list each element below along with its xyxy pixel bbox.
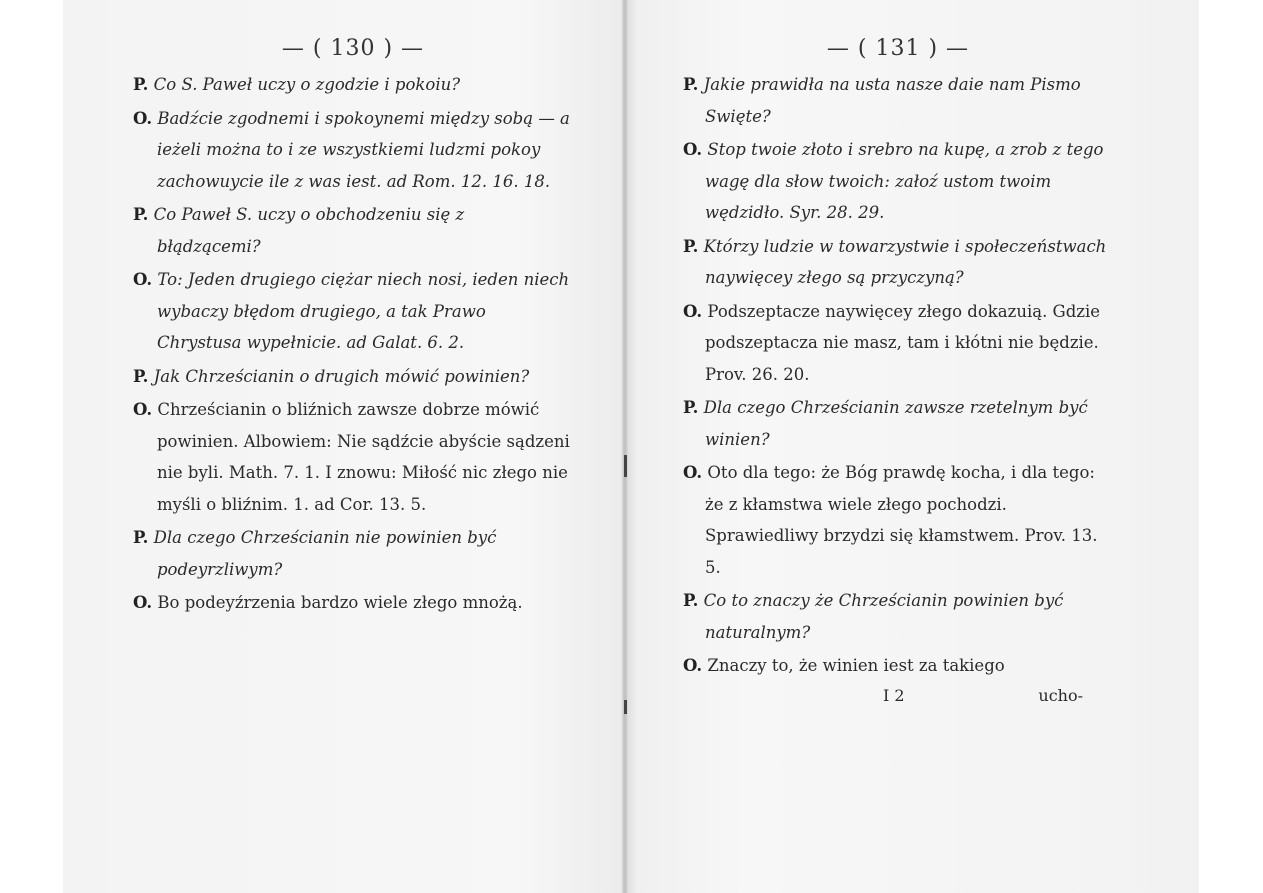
- entry-text: Co Paweł S. uczy o obchodzeniu się z błądzącemi?: [153, 205, 465, 256]
- catchword: ucho-: [1038, 685, 1083, 705]
- page-number: — ( 131 ) —: [826, 36, 970, 61]
- entry-label: P.: [683, 236, 699, 256]
- entry-text: To: Jeden drugiego ciężar niech nosi, ieden niech wybaczy błędom drugiego, a tak Prawo Chrystusa wypełnicie. ad Galat. 6. 2.: [157, 270, 570, 352]
- book-spread: [63, 0, 1199, 893]
- entries-list: [133, 69, 573, 619]
- entry-text: Dla czego Chrześcianin zawsze rzetelnym być winien?: [703, 398, 1088, 449]
- answer-entry: [683, 650, 1113, 682]
- entry-label: O.: [133, 593, 153, 612]
- entry-label: O.: [683, 301, 703, 321]
- question-entry: [133, 199, 573, 262]
- left-page: [133, 30, 573, 621]
- signature-mark: I 2: [883, 685, 905, 705]
- question-entry: [683, 69, 1113, 132]
- answer-entry: [133, 264, 573, 359]
- entry-text: Bo podeyźrzenia bardzo wiele złego mnożą.: [157, 593, 523, 612]
- answer-entry: [133, 587, 573, 619]
- entry-text: Jak Chrześcianin o drugich mówić powinien?: [153, 366, 530, 386]
- book-spine: [622, 0, 628, 893]
- entry-label: P.: [133, 205, 149, 224]
- entry-text: Podszeptacze naywięcey złego dokazuią. Gdzie podszeptacza nie masz, tam i kłótni nie będzie. Prov. 26. 20.: [705, 301, 1101, 384]
- answer-entry: [683, 296, 1113, 391]
- entry-text: Co S. Paweł uczy o zgodzie i pokoiu?: [153, 75, 461, 94]
- entry-text: Co to znaczy że Chrześcianin powinien być naturalnym?: [703, 591, 1064, 642]
- page-number: — ( 130 ) —: [281, 36, 425, 61]
- entry-label: P.: [683, 398, 699, 417]
- answer-entry: [683, 134, 1113, 229]
- entry-text: Dla czego Chrześcianin nie powinien być podeyrzliwym?: [153, 528, 497, 579]
- page-footer: [683, 686, 1113, 705]
- spine-mark: [624, 455, 627, 477]
- answer-entry: [133, 394, 573, 520]
- entry-text: Znaczy to, że winien iest za takiego: [707, 656, 1005, 675]
- entry-label: O.: [133, 108, 153, 128]
- right-page: [683, 30, 1113, 705]
- entry-text: Oto dla tego: że Bóg prawdę kocha, i dla tego: że z kłamstwa wiele złego pochodzi. Sprawiedliwy brzydzi się kłamstwem. Prov. 13. 5.: [705, 463, 1098, 577]
- entry-label: P.: [133, 75, 149, 94]
- entry-text: Którzy ludzie w towarzystwie i społeczeństwach naywięcey złego są przyczyną?: [703, 236, 1107, 287]
- entry-label: O.: [133, 400, 153, 419]
- answer-entry: [683, 457, 1113, 583]
- entry-text: Jakie prawidła na usta nasze daie nam Pismo Swięte?: [703, 75, 1081, 126]
- entry-label: P.: [133, 528, 149, 547]
- entry-label: P.: [683, 591, 699, 610]
- question-entry: [133, 522, 573, 585]
- question-entry: [683, 585, 1113, 648]
- spine-mark: [624, 700, 627, 714]
- question-entry: [683, 392, 1113, 455]
- entry-label: O.: [683, 463, 703, 482]
- question-entry: [133, 69, 573, 101]
- entry-text: Stop twoie złoto i srebro na kupę, a zrob z tego wagę dla słow twoich: załoź ustom twoim wędzidło. Syr. 28. 29.: [705, 140, 1104, 222]
- entry-label: O.: [683, 656, 703, 675]
- entry-label: P.: [133, 366, 149, 386]
- entry-label: O.: [133, 270, 153, 289]
- entry-text: Chrześcianin o bliźnich zawsze dobrze mówić powinien. Albowiem: Nie sądźcie abyście sądzeni nie byli. Math. 7. 1. I znowu: Miłość nic złego nie myśli o bliźnim. 1. ad Cor. 13. 5.: [157, 400, 570, 514]
- entries-list: [683, 69, 1113, 682]
- question-entry: [683, 231, 1113, 294]
- question-entry: [133, 361, 573, 393]
- entry-label: O.: [683, 140, 703, 159]
- answer-entry: [133, 103, 573, 198]
- entry-label: P.: [683, 75, 699, 94]
- entry-text: Badźcie zgodnemi i spokoynemi między sobą — a ieżeli można to i ze wszystkiemi ludzmi pokoy zachowuycie ile z was iest. ad Rom. 12. 16. 18.: [157, 108, 570, 191]
